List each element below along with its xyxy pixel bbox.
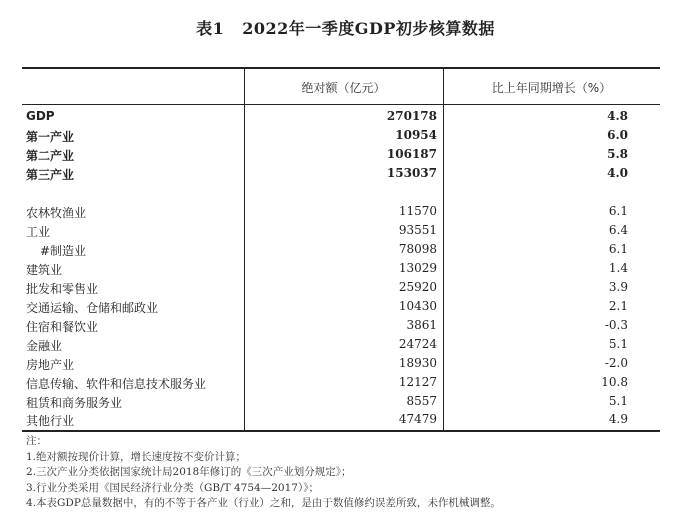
row-name: 第三产业 <box>26 168 75 182</box>
table-row <box>22 240 660 259</box>
row-value: 153037 <box>386 166 437 180</box>
row-value: 24724 <box>398 337 437 351</box>
row-value: 11570 <box>398 204 437 218</box>
table-title <box>0 16 691 39</box>
row-value: 10954 <box>395 128 437 142</box>
note-item: 4.本表GDP总量数据中，有的不等于各产业（行业）之和，是由于数值修约误差所致，未作机械调整。 <box>26 497 501 509</box>
table-row <box>22 259 660 278</box>
row-growth: 4.9 <box>608 412 628 426</box>
row-value: 270178 <box>386 109 437 123</box>
row-value: 12127 <box>398 375 437 389</box>
row-growth: 5.8 <box>607 147 628 161</box>
row-name: 工业 <box>26 225 51 239</box>
row-growth: 1.4 <box>608 261 628 275</box>
notes-heading: 注： <box>26 435 47 447</box>
table-header-rule <box>22 104 660 105</box>
row-growth: 3.9 <box>608 280 628 294</box>
row-name: 第二产业 <box>26 149 75 163</box>
table-row-primary <box>22 126 660 145</box>
row-growth: -2.0 <box>604 356 628 370</box>
header-absolute-value: 绝对额（亿元） <box>301 81 386 95</box>
table-row <box>22 354 660 373</box>
table-title-text: 2022年一季度GDP初步核算数据 <box>242 19 495 38</box>
row-growth: 6.4 <box>608 223 628 237</box>
row-name: 批发和零售业 <box>26 282 99 296</box>
table-row <box>22 316 660 335</box>
row-value: 93551 <box>398 223 437 237</box>
row-value: 25920 <box>398 280 437 294</box>
row-value: 10430 <box>398 299 437 313</box>
note-item: 1.绝对额按现价计算，增长速度按不变价计算； <box>26 450 247 463</box>
table-row <box>22 410 660 429</box>
row-growth: 5.1 <box>608 337 628 351</box>
table-row <box>22 202 660 221</box>
table-top-rule <box>22 67 660 69</box>
row-growth: -0.3 <box>604 318 628 332</box>
row-growth: 2.1 <box>608 299 628 313</box>
table-notes <box>26 434 501 512</box>
table-row-secondary <box>22 145 660 164</box>
header-growth-rate: 比上年同期增长（%） <box>491 81 612 95</box>
row-value: 18930 <box>398 356 437 370</box>
row-name: 住宿和餐饮业 <box>26 320 99 334</box>
row-value: 47479 <box>398 412 437 426</box>
row-growth: 5.1 <box>608 394 628 408</box>
table-row <box>22 297 660 316</box>
table-row <box>22 335 660 354</box>
row-growth: 6.1 <box>608 242 628 256</box>
row-value: 8557 <box>406 394 437 408</box>
note-item: 3.行业分类采用《国民经济行业分类（GB/T 4754—2017）》； <box>26 481 319 494</box>
row-name: #制造业 <box>40 244 87 258</box>
row-growth: 6.1 <box>608 204 628 218</box>
row-name: 其他行业 <box>26 414 75 428</box>
table-row <box>22 278 660 297</box>
table-bottom-rule <box>22 430 660 432</box>
table-row <box>22 373 660 392</box>
row-name: 金融业 <box>26 339 63 353</box>
row-name: 建筑业 <box>26 263 63 277</box>
row-value: 3861 <box>406 318 437 332</box>
table-number: 表1 <box>196 19 225 38</box>
row-name: 房地产业 <box>26 358 75 372</box>
table-row-gdp <box>22 107 660 126</box>
row-name: 信息传输、软件和信息技术服务业 <box>26 377 207 391</box>
row-name: 租赁和商务服务业 <box>26 396 123 410</box>
row-value: 78098 <box>398 242 437 256</box>
row-growth: 4.8 <box>607 109 628 123</box>
row-name: GDP <box>26 109 55 123</box>
table-row <box>22 221 660 240</box>
row-growth: 10.8 <box>601 375 628 389</box>
row-name: 交通运输、仓储和邮政业 <box>26 301 159 315</box>
row-growth: 4.0 <box>607 166 628 180</box>
table-row <box>22 392 660 411</box>
row-growth: 6.0 <box>607 128 628 142</box>
note-item: 2.三次产业分类依据国家统计局2018年修订的《三次产业划分规定》； <box>26 466 352 478</box>
row-value: 13029 <box>398 261 437 275</box>
table-row-tertiary <box>22 164 660 183</box>
row-name: 农林牧渔业 <box>26 206 87 220</box>
row-name: 第一产业 <box>26 130 75 144</box>
row-value: 106187 <box>386 147 437 161</box>
